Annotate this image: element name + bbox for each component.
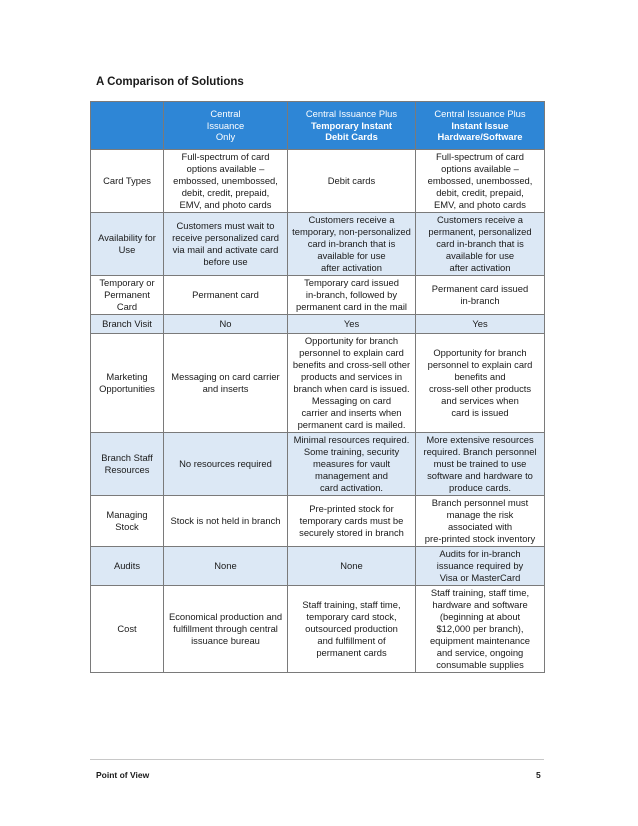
cell-text-line: debit, credit, prepaid, (436, 186, 524, 198)
cell-text-line: Staff training, staff time, (302, 599, 401, 611)
cell-text-line: personnel to explain card (427, 359, 533, 371)
cell-text-line: benefits and cross-sell other (292, 359, 411, 371)
cell-text-line: Staff training, staff time, (430, 587, 530, 599)
row-label-line: Card Types (103, 175, 151, 187)
row-label-cell (91, 334, 164, 433)
cell-text-line: EMV, and photo cards (179, 198, 272, 210)
cell-text-line: and services when (441, 394, 519, 406)
page-title: A Comparison of Solutions (96, 76, 244, 88)
cell-text-line: Opportunity for branch (304, 335, 399, 347)
cell-text-line: Branch personnel must (431, 497, 529, 509)
cell-text-line: (beginning at about (439, 611, 521, 623)
table-cell (164, 496, 288, 547)
cell-text-line: None (340, 560, 363, 572)
header-bold-line: Temporary Instant (310, 119, 393, 131)
table-cell (288, 547, 416, 586)
table-cell (288, 433, 416, 496)
cell-text-line: manage the risk (446, 509, 514, 521)
header-temporary-instant-debit (288, 102, 416, 150)
cell-text-line: card in-branch that is (307, 238, 396, 250)
table-cell (164, 586, 288, 673)
table-row (91, 334, 545, 433)
cell-text-line: securely stored in branch (299, 526, 404, 538)
row-label-line: Availability for (98, 232, 156, 244)
row-label-line: Temporary or (99, 277, 155, 289)
cell-text-line: associated with (447, 521, 513, 532)
header-bold-line: Hardware/Software (437, 131, 523, 143)
row-label-line: Resources (104, 464, 150, 475)
header-central-issuance-only (164, 102, 288, 150)
row-label-line: Marketing (106, 371, 148, 383)
cell-text-line: receive personalized card (172, 232, 279, 244)
table-cell (164, 315, 288, 334)
cell-text-line: and fulfillment of (317, 634, 386, 646)
cell-text-line: card is issued (451, 406, 509, 418)
cell-text-line: No (219, 318, 232, 330)
table-cell (416, 547, 545, 586)
header-text-line: Only (215, 131, 236, 143)
row-label-line: Opportunities (99, 383, 155, 394)
cell-text-line: $12,000 per branch), (436, 623, 524, 635)
cell-text-line: pre-printed stock inventory (424, 532, 536, 544)
comparison-table (90, 101, 545, 673)
table-row (91, 213, 545, 276)
cell-text-line: Full-spectrum of card (181, 151, 270, 163)
cell-text-line: permanent, personalized (428, 226, 532, 238)
table-cell (416, 213, 545, 276)
table-cell (164, 150, 288, 213)
cell-text-line: Economical production and (168, 611, 283, 623)
table-cell (416, 276, 545, 315)
header-row (91, 102, 545, 150)
cell-text-line: permanent card is mailed. (297, 418, 406, 430)
cell-text-line: outsourced production (305, 623, 398, 635)
cell-text-line: debit, credit, prepaid, (181, 186, 270, 198)
row-label-line: Use (118, 244, 136, 255)
cell-text-line: cross-sell other products (428, 383, 532, 394)
cell-text-line: issuance bureau (191, 634, 260, 646)
row-label-line: Stock (115, 521, 139, 532)
table-cell (416, 315, 545, 334)
page-number: 5 (536, 770, 541, 780)
cell-text-line: embossed, unembossed, (173, 175, 278, 187)
row-label-cell (91, 150, 164, 213)
cell-text-line: card activation. (319, 481, 384, 493)
cell-text-line: before use (203, 255, 248, 267)
row-label-cell (91, 547, 164, 586)
table-cell (288, 334, 416, 433)
comparison-table-body (91, 150, 545, 673)
header-text-line: Issuance (206, 119, 245, 131)
cell-text-line: consumable supplies (436, 658, 524, 670)
cell-text-line: Customers must wait to (176, 220, 275, 232)
cell-text-line: hardware and software (432, 599, 528, 611)
cell-text-line: Messaging on card carrier (171, 371, 280, 383)
cell-text-line: after activation (321, 261, 382, 273)
cell-text-line: after activation (449, 261, 511, 273)
cell-text-line: produce cards. (448, 481, 511, 493)
cell-text-line: card in-branch that is (436, 238, 524, 250)
header-corner-cell (91, 102, 164, 150)
cell-text-line: Permanent card (192, 289, 259, 301)
cell-text-line: and inserts (202, 383, 249, 394)
cell-text-line: permanent cards (316, 646, 387, 658)
cell-text-line: software and hardware to (427, 469, 533, 481)
table-row (91, 433, 545, 496)
table-row (91, 276, 545, 315)
cell-text-line: via mail and activate card (172, 244, 279, 255)
row-label-cell (91, 315, 164, 334)
cell-text-line: options available – (441, 163, 519, 175)
cell-text-line: No resources required (179, 458, 272, 470)
table-cell (416, 433, 545, 496)
row-label-cell (91, 433, 164, 496)
cell-text-line: available for use (317, 249, 386, 261)
cell-text-line: Stock is not held in branch (170, 515, 281, 527)
cell-text-line: temporary card stock, (306, 611, 397, 623)
cell-text-line: products and services in (300, 371, 403, 383)
cell-text-line: Debit cards (327, 175, 376, 187)
table-cell (416, 334, 545, 433)
row-label-cell (91, 213, 164, 276)
cell-text-line: benefits and (454, 371, 506, 383)
cell-text-line: and service, ongoing (436, 646, 524, 658)
footer-label: Point of View (96, 770, 150, 780)
cell-text-line: in-branch, followed by (305, 289, 398, 301)
table-cell (164, 276, 288, 315)
cell-text-line: in-branch (460, 295, 500, 306)
row-label-cell (91, 276, 164, 315)
cell-text-line: equipment maintenance (429, 634, 531, 646)
table-row (91, 496, 545, 547)
table-cell (288, 213, 416, 276)
cell-text-line: Yes (472, 318, 488, 330)
cell-text-line: must be trained to use (433, 458, 527, 470)
row-label-line: Branch Staff (101, 452, 153, 464)
header-text-line: Central Issuance Plus (434, 107, 526, 119)
cell-text-line: Customers receive a (308, 214, 395, 226)
header-text-line: Central Issuance Plus (305, 107, 398, 119)
cell-text-line: available for use (445, 249, 515, 261)
table-cell (164, 334, 288, 433)
cell-text-line: Audits for in-branch (439, 548, 521, 560)
cell-text-line: Minimal resources required. (293, 434, 410, 446)
cell-text-line: Customers receive a (437, 214, 523, 226)
header-instant-issue-hardware (416, 102, 545, 150)
cell-text-line: temporary, non-personalized (292, 226, 411, 238)
cell-text-line: required. Branch personnel (423, 446, 537, 458)
cell-text-line: None (214, 560, 237, 572)
table-cell (164, 213, 288, 276)
table-row (91, 150, 545, 213)
cell-text-line: measures for vault (312, 458, 391, 470)
cell-text-line: Some training, security (303, 446, 400, 458)
cell-text-line: issuance required by (436, 560, 524, 572)
cell-text-line: Permanent card issued (431, 283, 529, 295)
cell-text-line: Full-spectrum of card (435, 151, 525, 163)
header-bold-line: Debit Cards (325, 131, 378, 143)
row-label-line: Card (116, 300, 138, 312)
row-label-line: Cost (117, 623, 137, 635)
cell-text-line: Pre-printed stock for (309, 503, 394, 515)
cell-text-line: Visa or MasterCard (439, 571, 521, 583)
cell-text-line: temporary cards must be (299, 515, 404, 527)
table-cell (288, 276, 416, 315)
cell-text-line: carrier and inserts when (301, 406, 402, 418)
cell-text-line: options available – (186, 163, 265, 175)
cell-text-line: Messaging on card (311, 394, 392, 406)
table-cell (416, 586, 545, 673)
cell-text-line: EMV, and photo cards (434, 198, 526, 210)
row-label-line: Permanent (104, 289, 150, 301)
row-label-line: Audits (113, 560, 141, 572)
cell-text-line: branch when card is issued. (293, 383, 410, 394)
table-cell (164, 547, 288, 586)
footer-divider (90, 759, 544, 760)
table-cell (164, 433, 288, 496)
table-cell (288, 315, 416, 334)
cell-text-line: Opportunity for branch (433, 347, 527, 359)
table-row (91, 586, 545, 673)
table-row (91, 547, 545, 586)
cell-text-line: management and (315, 469, 388, 481)
table-cell (288, 496, 416, 547)
cell-text-line: fulfillment through central (173, 623, 278, 635)
cell-text-line: embossed, unembossed, (427, 175, 533, 187)
table-cell (416, 496, 545, 547)
row-label-line: Branch Visit (102, 318, 152, 330)
row-label-cell (91, 496, 164, 547)
table-cell (288, 586, 416, 673)
cell-text-line: More extensive resources (426, 434, 534, 446)
cell-text-line: personnel to explain card (299, 347, 404, 359)
table-row (91, 315, 545, 334)
header-bold-line: Instant Issue (451, 119, 509, 131)
cell-text-line: Temporary card issued (304, 277, 399, 289)
table-cell (288, 150, 416, 213)
table-cell (416, 150, 545, 213)
row-label-cell (91, 586, 164, 673)
row-label-line: Managing (106, 509, 148, 521)
header-text-line: Central (210, 107, 241, 119)
cell-text-line: permanent card in the mail (296, 300, 407, 312)
cell-text-line: Yes (343, 318, 360, 330)
